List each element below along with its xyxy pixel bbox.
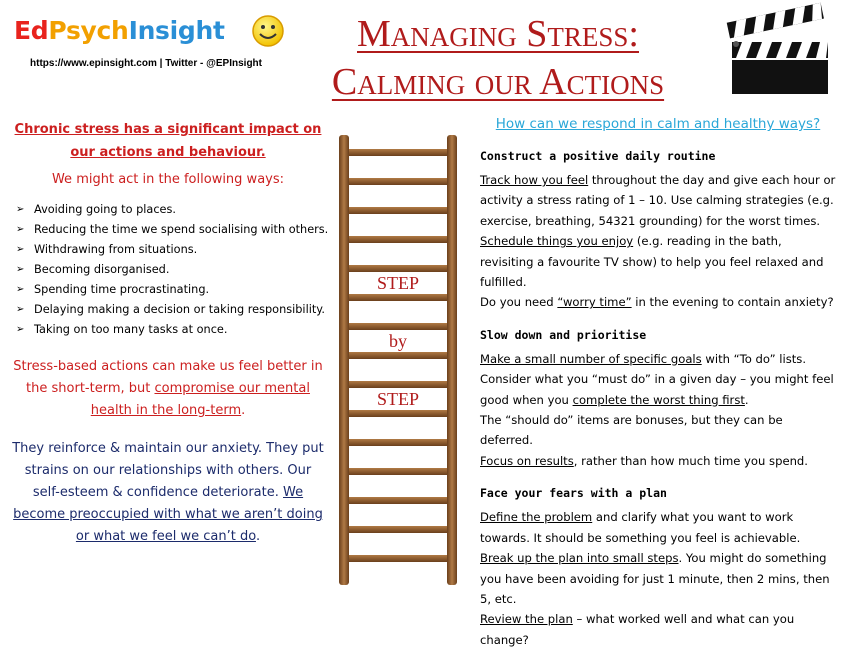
section-body-routine: Track how you feel throughout the day and give each hour or activity a stress rating of 1 – 10. Use calming strategies (e.g. exercise, breathing, 54321 grounding) for the worst times. Schedule things you enjoy (e.g. reading in the bath, revisiting a favourite TV show) to help you feel relaxed and fulfilled. Do you need “worry time” in the evening to contain anxiety? [480, 173, 836, 310]
left-heading [12, 118, 324, 164]
consequences-paragraph: They reinforce & maintain our anxiety. They put strains on our relationships with others. Our self-esteem & confidence deteriorate. We become preoccupied with what we aren’t doing or what we feel we can’t do. [12, 441, 324, 544]
logo-ed: Ed [14, 16, 49, 45]
section-title-fears: Face your fears with a plan [480, 486, 667, 501]
title-line-2: Calming our Actions [331, 61, 665, 103]
ladder-rung [343, 149, 453, 156]
title-line-1: Managing Stress: [357, 13, 639, 55]
list-item: ➢ Withdrawing from situations. [12, 240, 324, 260]
arrow-bullet-icon: ➢ [16, 204, 25, 215]
ladder-rung [343, 265, 453, 272]
ladder-rung [343, 352, 453, 359]
left-column [12, 118, 329, 548]
arrow-bullet-icon: ➢ [16, 284, 25, 295]
stress-actions-paragraph: Stress-based actions can make us feel better in the short-term, but compromise our mental health in the long-term. [13, 359, 323, 418]
ladder-rung [343, 526, 453, 533]
section-body-prioritise: Make a small number of specific goals with “To do” lists. Consider what you “must do” in a given day – you might feel good when you complete the worst thing first. The “should do” items are bonuses, but they can be deferred. Focus on results, rather than how much time you spend. [480, 351, 834, 468]
list-item: ➢ Taking on too many tasks at once. [12, 320, 324, 340]
list-item: ➢ Delaying making a decision or taking responsibility. [12, 300, 324, 320]
smiley-icon [251, 14, 285, 48]
ladder-rung [343, 439, 453, 446]
ladder-rung [343, 294, 453, 301]
list-item: ➢ Avoiding going to places. [12, 200, 324, 220]
arrow-bullet-icon: ➢ [16, 224, 25, 235]
ladder-step-label-1: STEP [376, 273, 419, 293]
ways-list [12, 200, 329, 340]
ladder-rung [343, 497, 453, 504]
left-heading-line-1: Chronic stress has a significant impact on [14, 122, 322, 137]
ladder-by-label: by [389, 331, 407, 351]
ladder-icon [333, 135, 463, 585]
ladder-rung [343, 236, 453, 243]
page-title [288, 10, 708, 106]
left-subheading: We might act in the following ways: [51, 172, 285, 187]
ladder-rung [343, 207, 453, 214]
ladder-illustration [333, 135, 463, 585]
left-heading-line-2: our actions and behaviour. [70, 145, 266, 160]
ladder-rung [343, 323, 453, 330]
ladder-step-label-2: STEP [376, 389, 419, 409]
section-body-fears: Define the problem and clarify what you want to work towards. It should be something you feel is achievable. Break up the plan into small steps. You might do something you have been avoiding for just 1 minute, then 2 mins, then 5, etc. Review the plan – what worked well and what can you change? [480, 510, 830, 647]
section-title-prioritise: Slow down and prioritise [480, 327, 647, 342]
arrow-bullet-icon: ➢ [16, 244, 25, 255]
ladder-rung [343, 381, 453, 388]
ladder-rung [343, 178, 453, 185]
arrow-bullet-icon: ➢ [16, 264, 25, 275]
list-item: ➢ Reducing the time we spend socialising with others. [12, 220, 324, 240]
list-item: ➢ Becoming disorganised. [12, 260, 324, 280]
section-title-routine: Construct a positive daily routine [480, 149, 716, 163]
logo [14, 16, 225, 45]
right-column [480, 114, 836, 650]
ladder-rung [343, 410, 453, 417]
arrow-bullet-icon: ➢ [16, 324, 25, 335]
ladder-rung [343, 468, 453, 475]
logo-psych: Psych [48, 16, 129, 45]
logo-insight: Insight [128, 16, 225, 45]
right-heading: How can we respond in calm and healthy ways? [495, 116, 821, 132]
arrow-bullet-icon: ➢ [16, 304, 25, 315]
site-twitter-line: https://www.epinsight.com | Twitter - @EPInsight [30, 58, 262, 69]
list-item: ➢ Spending time procrastinating. [12, 280, 324, 300]
clapperboard-icon [726, 4, 832, 96]
ladder-rung [343, 555, 453, 562]
